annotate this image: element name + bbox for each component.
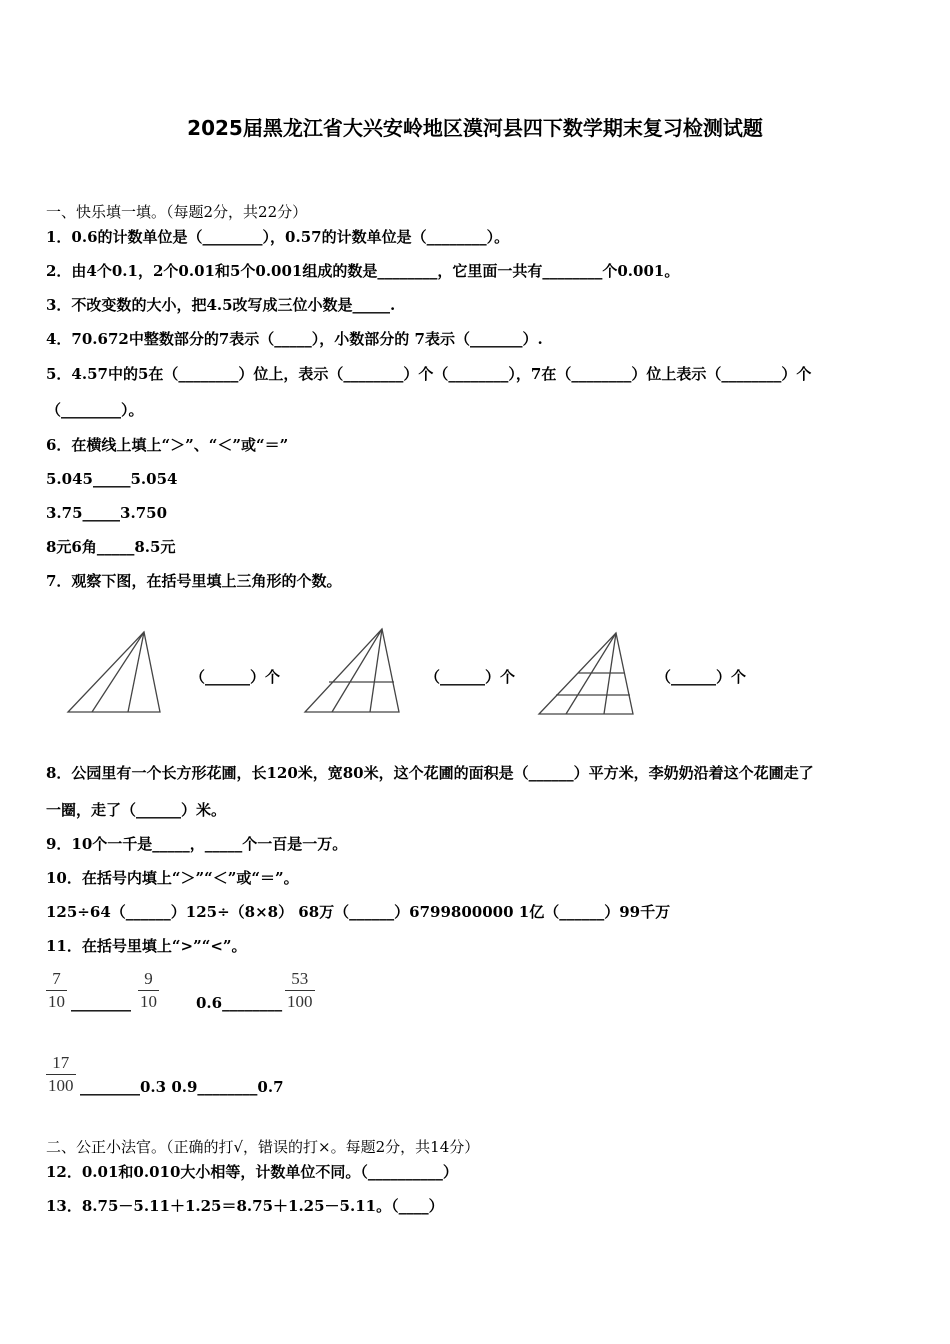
question-8-line2: 一圈，走了（______）米。: [46, 801, 227, 819]
question-13: 13．8.75－5.11＋1.25＝8.75＋1.25－5.11。（____）: [46, 1197, 444, 1215]
question-6: 6．在横线上填上“＞”、“＜”或“＝”: [46, 436, 289, 454]
question-9: 9．10个一千是_____，_____个一百是一万。: [46, 835, 348, 853]
fraction-numerator: 7: [52, 969, 61, 988]
page-title: 2025届黑龙江省大兴安岭地区漠河县四下数学期末复习检测试题: [187, 116, 763, 140]
fraction-7-10: [46, 968, 67, 1013]
triangle-figure-1: [64, 628, 164, 716]
q11-left-2: 0.6________: [196, 994, 283, 1012]
section1-heading: 一、快乐填一填。（每题2分，共22分）: [46, 203, 308, 221]
section2-heading: 二、公正小法官。（正确的打√，错误的打×。每题2分，共14分）: [46, 1138, 480, 1156]
question-10: 10．在括号内填上“＞”“＜”或“＝”。: [46, 869, 299, 887]
fraction-denominator: 100: [48, 1076, 74, 1095]
question-10-items: 125÷64（______）125÷（8×8） 68万（______）6799800000 1亿（______）99千万: [46, 903, 671, 921]
question-6a: 5.045_____5.054: [46, 470, 178, 488]
q7-blank-3: （______）个: [656, 668, 747, 686]
question-6b: 3.75_____3.750: [46, 504, 168, 522]
question-5-line2: （________）。: [46, 401, 144, 419]
fraction-53-100: [285, 968, 315, 1013]
question-7: 7．观察下图，在括号里填上三角形的个数。: [46, 572, 342, 590]
fraction-9-10: [138, 968, 159, 1013]
question-11: 11．在括号里填上“>”“<”。: [46, 937, 247, 955]
question-1: 1．0.6的计数单位是（________），0.57的计数单位是（________）。: [46, 228, 510, 246]
fraction-17-100: [46, 1052, 76, 1097]
fraction-denominator: 100: [287, 992, 313, 1011]
triangle-figure-2: [302, 626, 402, 716]
fraction-numerator: 9: [144, 969, 153, 988]
question-12: 12．0.01和0.010大小相等，计数单位不同。（__________）: [46, 1163, 458, 1181]
fraction-numerator: 17: [52, 1053, 70, 1072]
question-8-line1: 8．公园里有一个长方形花圃，长120米，宽80米，这个花圃的面积是（______）平方米，李奶奶沿着这个花圃走了: [46, 764, 814, 782]
q7-blank-1: （______）个: [190, 668, 281, 686]
fraction-numerator: 53: [291, 969, 309, 988]
question-6c: 8元6角_____8.5元: [46, 538, 176, 556]
question-2: 2．由4个0.1，2个0.01和5个0.001组成的数是________，它里面一共有________个0.001。: [46, 262, 680, 280]
question-5-line1: 5．4.57中的5在（________）位上，表示（________）个（________），7在（________）位上表示（________）个: [46, 365, 812, 383]
fraction-denominator: 10: [140, 992, 157, 1011]
fraction-denominator: 10: [48, 992, 65, 1011]
q11-blank-1: ________: [71, 994, 131, 1012]
question-3: 3．不改变数的大小，把4.5改写成三位小数是_____.: [46, 296, 396, 314]
question-4: 4．70.672中整数部分的7表示（_____），小数部分的 7表示（_______）.: [46, 330, 543, 348]
q11-row2-rest: ________0.3 0.9________0.7: [80, 1078, 284, 1096]
q7-blank-2: （______）个: [425, 668, 516, 686]
triangle-figure-3: [536, 630, 636, 718]
